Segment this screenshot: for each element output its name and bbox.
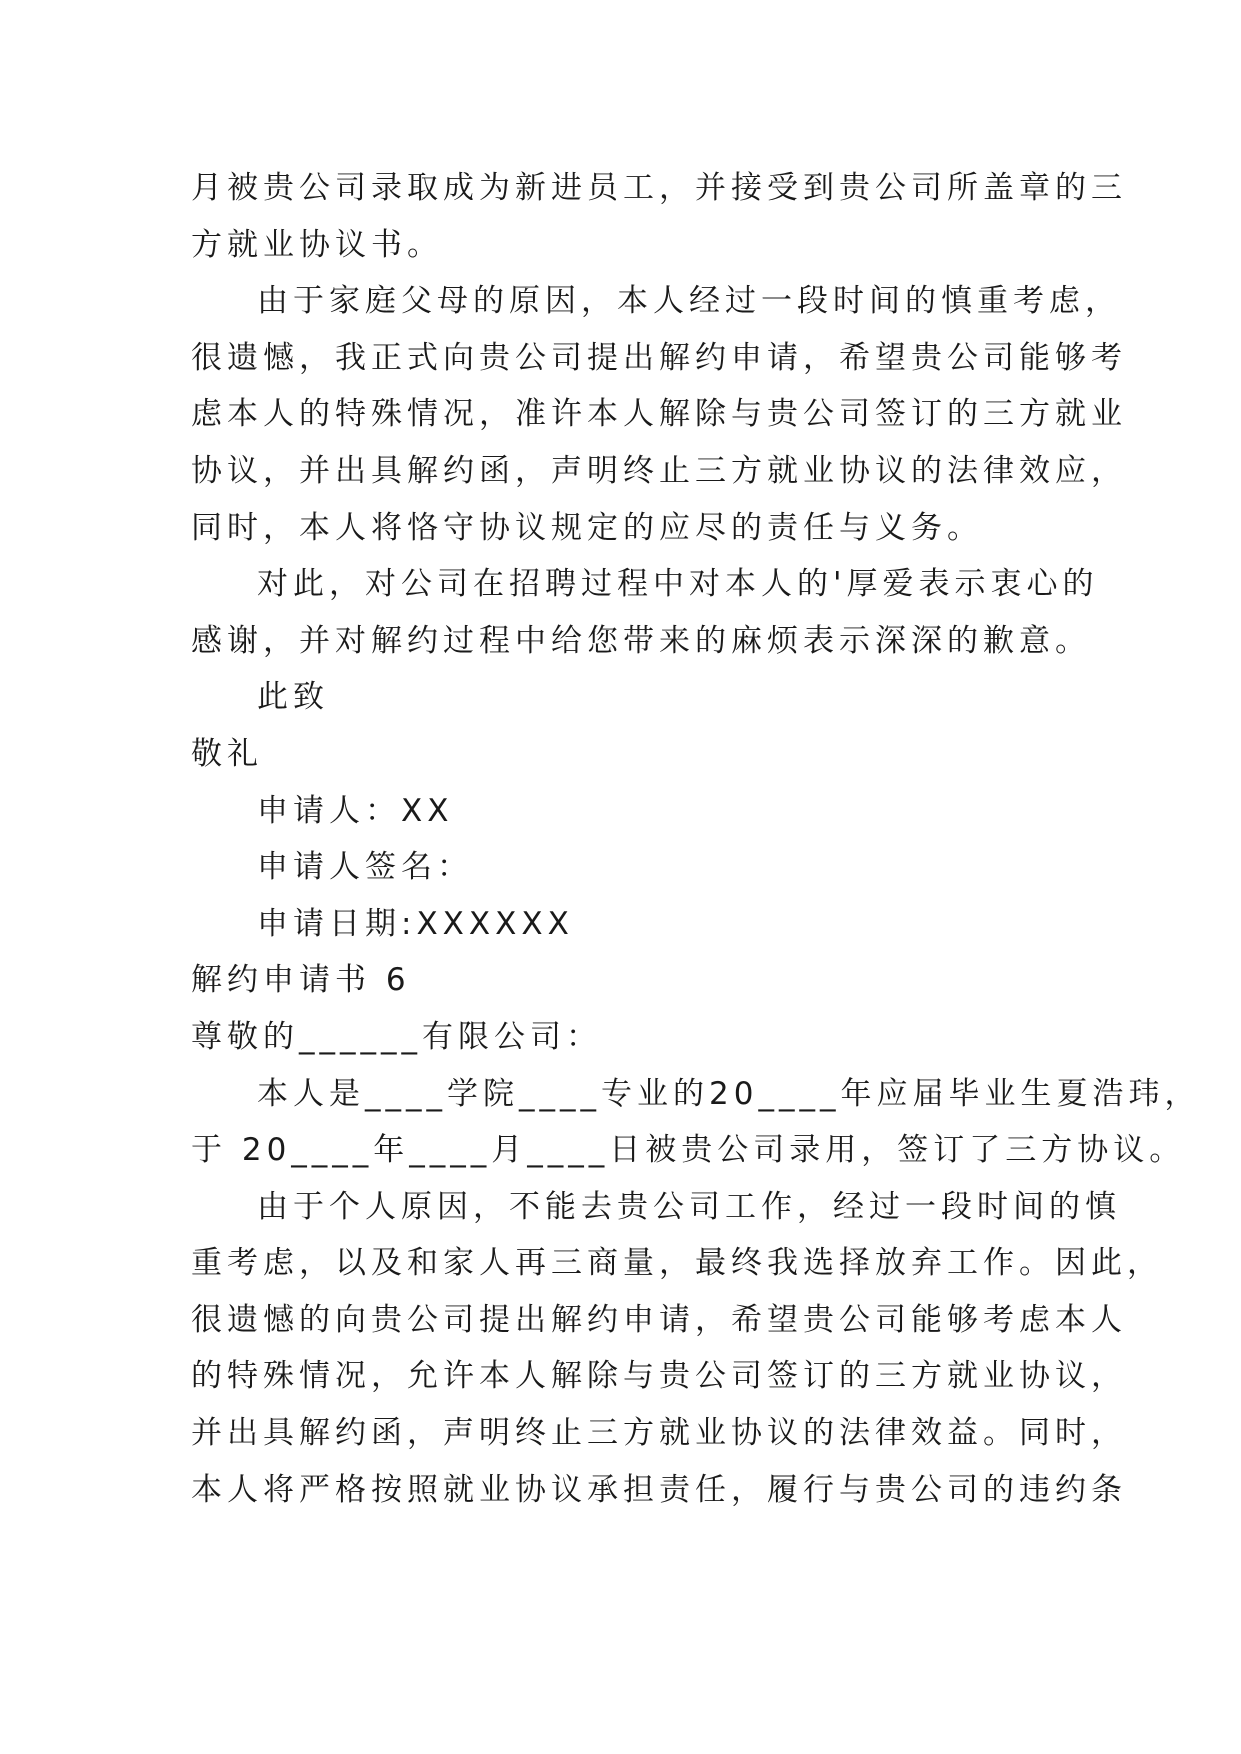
closing-salutation: 此致 xyxy=(257,679,329,716)
application-date: 申请日期:XXXXXX xyxy=(257,905,574,942)
text-line: 感谢，并对解约过程中给您带来的麻烦表示深深的歉意。 xyxy=(191,622,1091,659)
text-line: 方就业协议书。 xyxy=(191,226,443,263)
text-line: 同时，本人将恪守协议规定的应尽的责任与义务。 xyxy=(191,509,983,546)
text-line: 很遗憾，我正式向贵公司提出解约申请，希望贵公司能够考 xyxy=(191,339,1127,376)
closing-regards: 敬礼 xyxy=(191,735,263,772)
text-line: 的特殊情况，允许本人解除与贵公司签订的三方就业协议， xyxy=(191,1358,1127,1395)
letter-greeting: 尊敬的______有限公司： xyxy=(191,1018,602,1055)
text-line: 于 20____年____月____日被贵公司录用，签订了三方协议。 xyxy=(191,1132,1186,1169)
text-line: 本人将严格按照就业协议承担责任，履行与贵公司的违约条 xyxy=(191,1471,1127,1508)
text-line: 重考虑，以及和家人再三商量，最终我选择放弃工作。因此， xyxy=(191,1245,1163,1282)
paragraph-start: 由于个人原因，不能去贵公司工作，经过一段时间的慎 xyxy=(257,1188,1121,1225)
applicant-name: 申请人：XX xyxy=(257,792,454,829)
applicant-signature: 申请人签名： xyxy=(257,849,473,886)
text-line: 并出具解约函，声明终止三方就业协议的法律效益。同时， xyxy=(191,1415,1127,1452)
paragraph-start: 由于家庭父母的原因，本人经过一段时间的慎重考虑， xyxy=(257,283,1121,320)
paragraph-start: 对此，对公司在招聘过程中对本人的'厚爱表示衷心的 xyxy=(257,566,1099,603)
text-line: 协议，并出具解约函，声明终止三方就业协议的法律效应， xyxy=(191,452,1127,489)
text-line: 虑本人的特殊情况，准许本人解除与贵公司签订的三方就业 xyxy=(191,396,1127,433)
text-line: 月被贵公司录取成为新进员工，并接受到贵公司所盖章的三 xyxy=(191,170,1127,206)
section-title: 解约申请书 6 xyxy=(191,962,411,999)
paragraph-start: 本人是____学院____专业的20____年应届毕业生夏浩玮， xyxy=(257,1075,1201,1112)
text-line: 很遗憾的向贵公司提出解约申请，希望贵公司能够考虑本人 xyxy=(191,1301,1127,1338)
document-body xyxy=(191,160,1201,1518)
